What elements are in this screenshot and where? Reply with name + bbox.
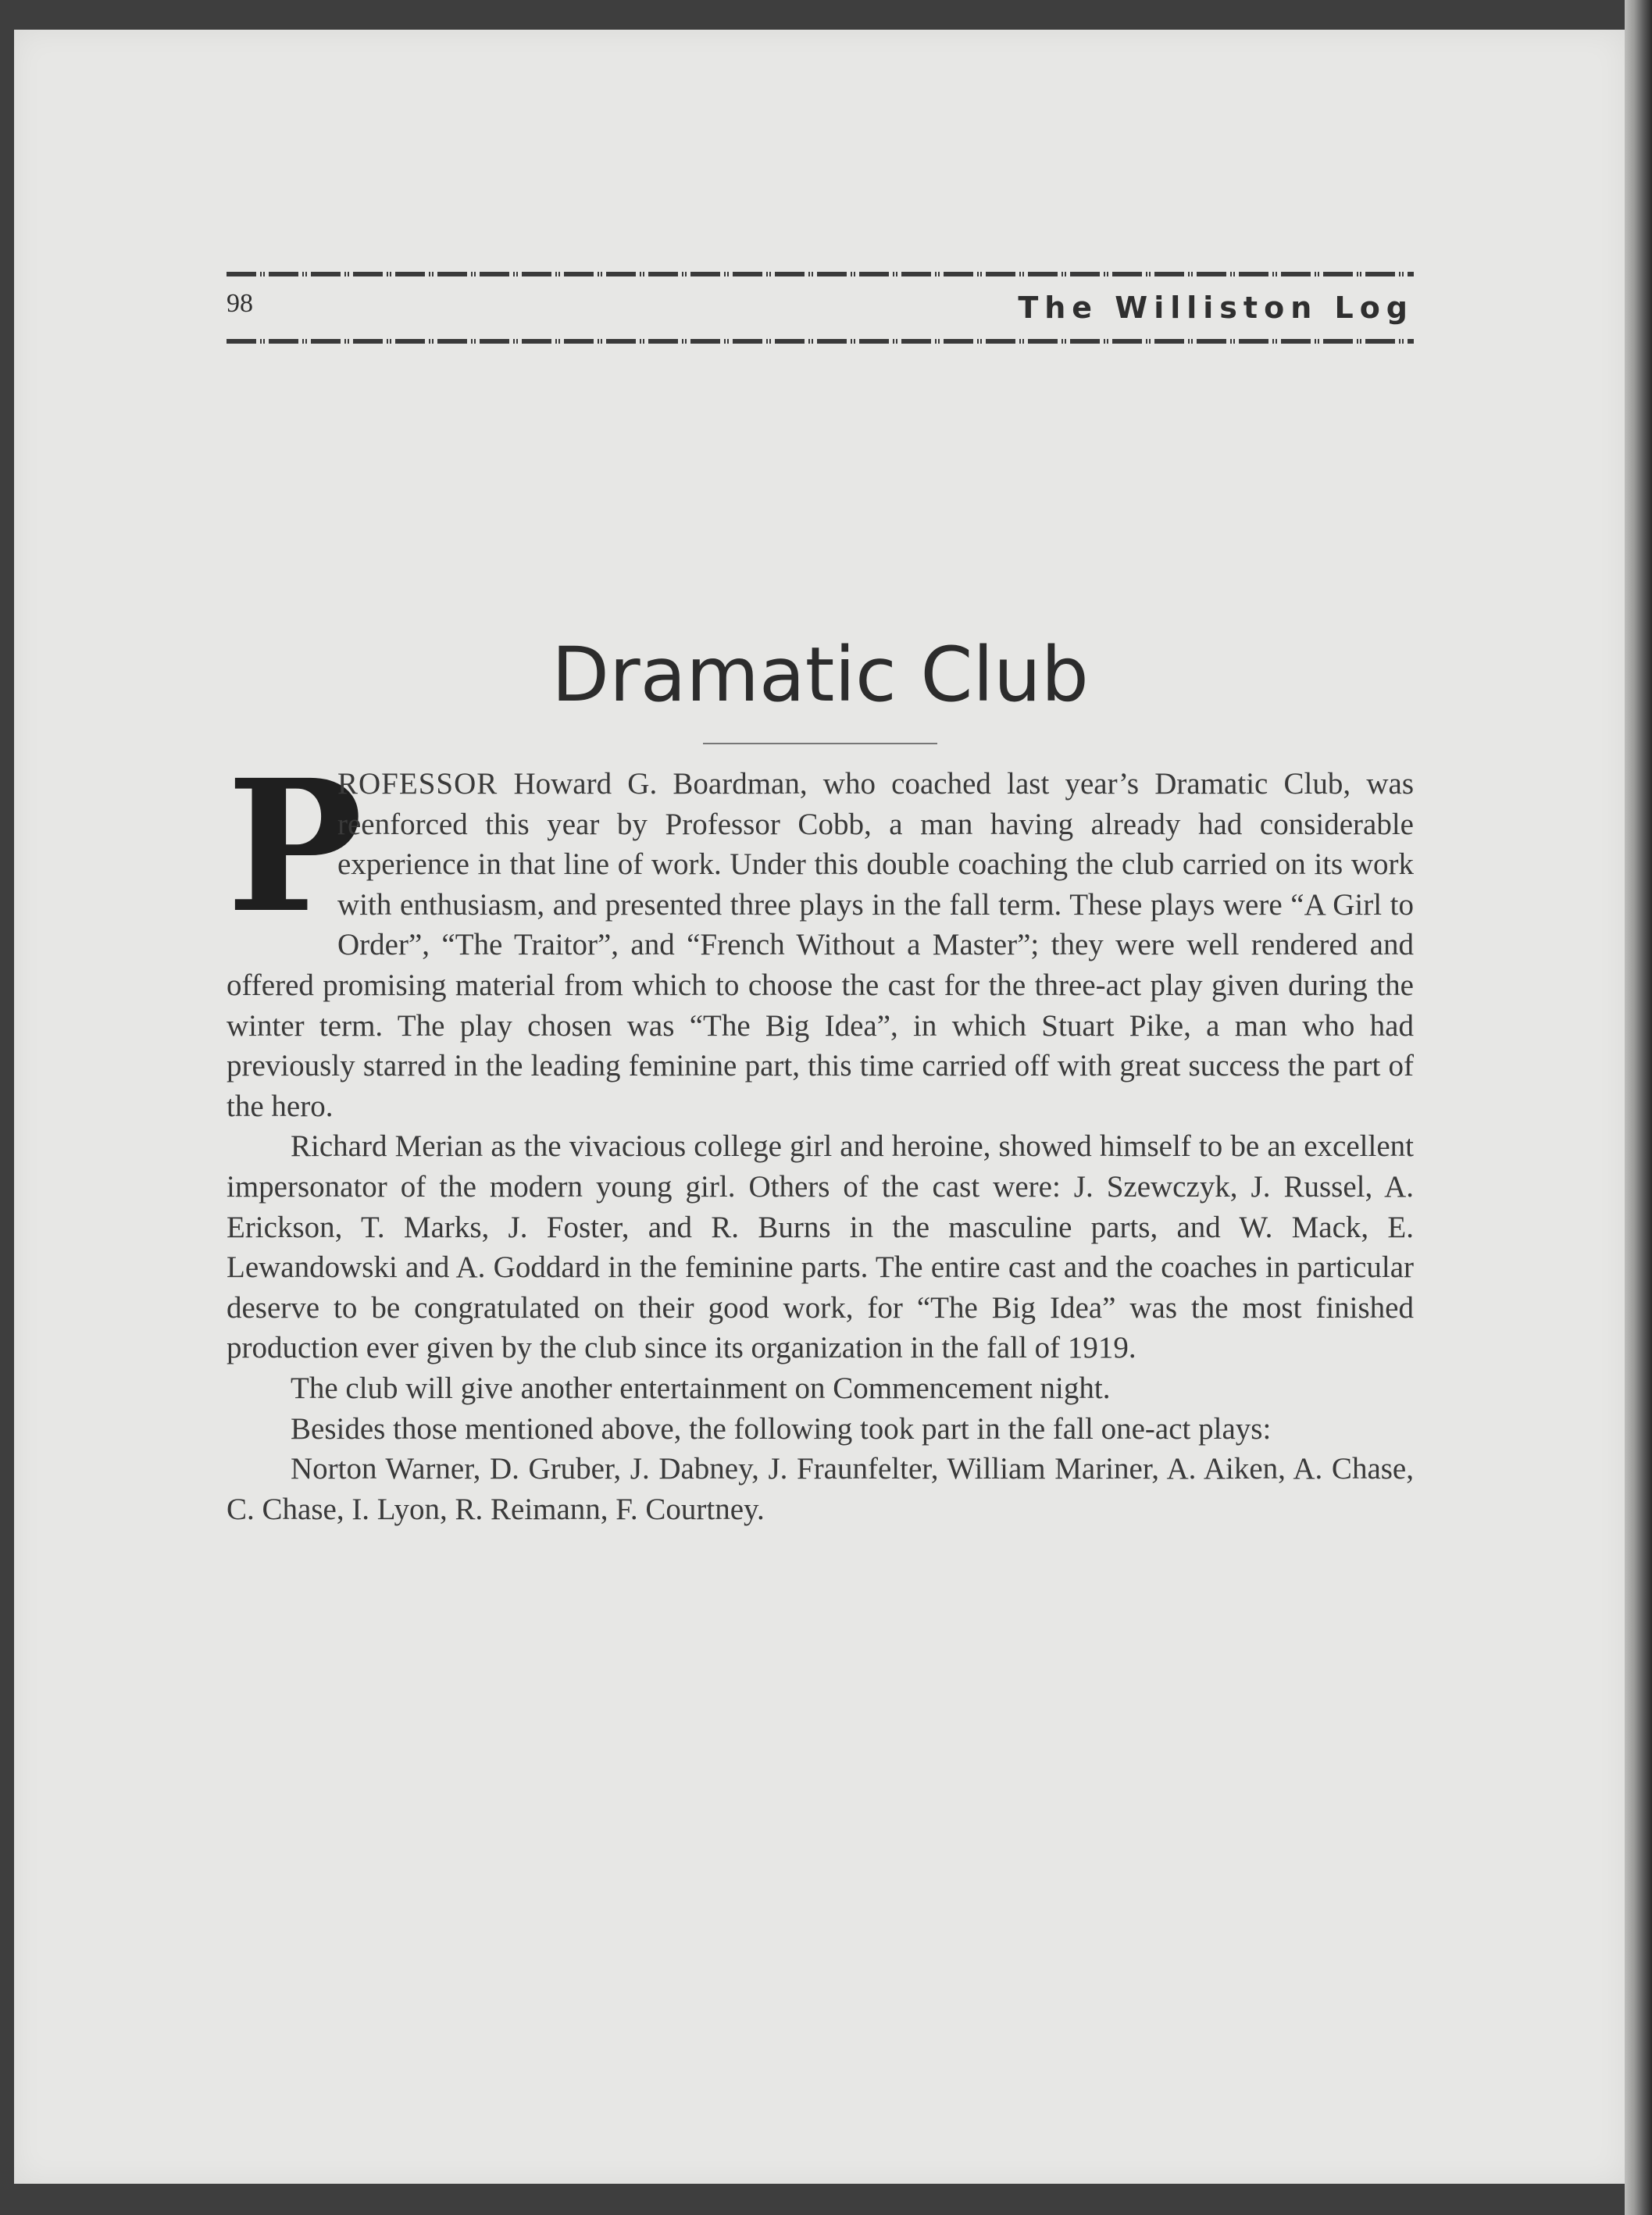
running-header [227,287,1414,334]
paragraph-1-text: Howard G. Boardman, who coached last year’s Dramatic Club, was reenforced this year by Professor Cobb, a man having already had considerable experience in that line of work. Under this double coaching the club carried on its work with enthusiasm, and presented three plays in the fall term. These plays were “A Girl to Order”, “The Traitor”, and “French Without a Master”; they were well rendered and offered promising material from which to choose the cast for the three-act play given during the winter term. The play chosen was “The Big Idea”, in which Stuart Pike, a man who had previously starred in the leading feminine part, this time carried off with great success the part of the hero. [227,767,1414,1123]
paragraph-5: Norton Warner, D. Gruber, J. Dabney, J. Fraunfelter, William Mariner, A. Aiken, A. Chase, C. Chase, I. Lyon, R. Reimann, F. Courtney. [227,1452,1414,1526]
drop-cap-letter: P [227,740,363,953]
article-body [227,740,1414,1529]
journal-title: The Williston Log [1018,291,1414,325]
paragraph-3: The club will give another entertainment on Commencement night. [291,1371,1111,1405]
paragraph-1 [227,740,1414,1126]
paragraph-4: Besides those mentioned above, the following took part in the fall one-act plays: [291,1411,1272,1446]
book-spine-edge [1625,0,1652,2215]
article-title: Dramatic Club [551,631,1089,719]
paragraph-2: Richard Merian as the vivacious college girl and heroine, showed himself to be an excellent impersonator of the modern young girl. Others of the cast were: J. Szewczyk, J. Russel, A. Erickson, T. Marks, J. Foster, and R. Burns in the masculine parts, and W. Mack, E. Lewandowski and A. Goddard in the feminine parts. The entire cast and the coaches in particular deserve to be congratulated on their good work, for “The Big Idea” was the most finished production ever given by the club since its organization in the fall of 1919. [227,1129,1414,1365]
header-bottom-rule [227,339,1414,344]
paragraph-1-lead: ROFESSOR [337,767,498,801]
page-number: 98 [227,289,253,318]
title-underline [703,743,937,744]
header-top-rule [227,272,1414,276]
